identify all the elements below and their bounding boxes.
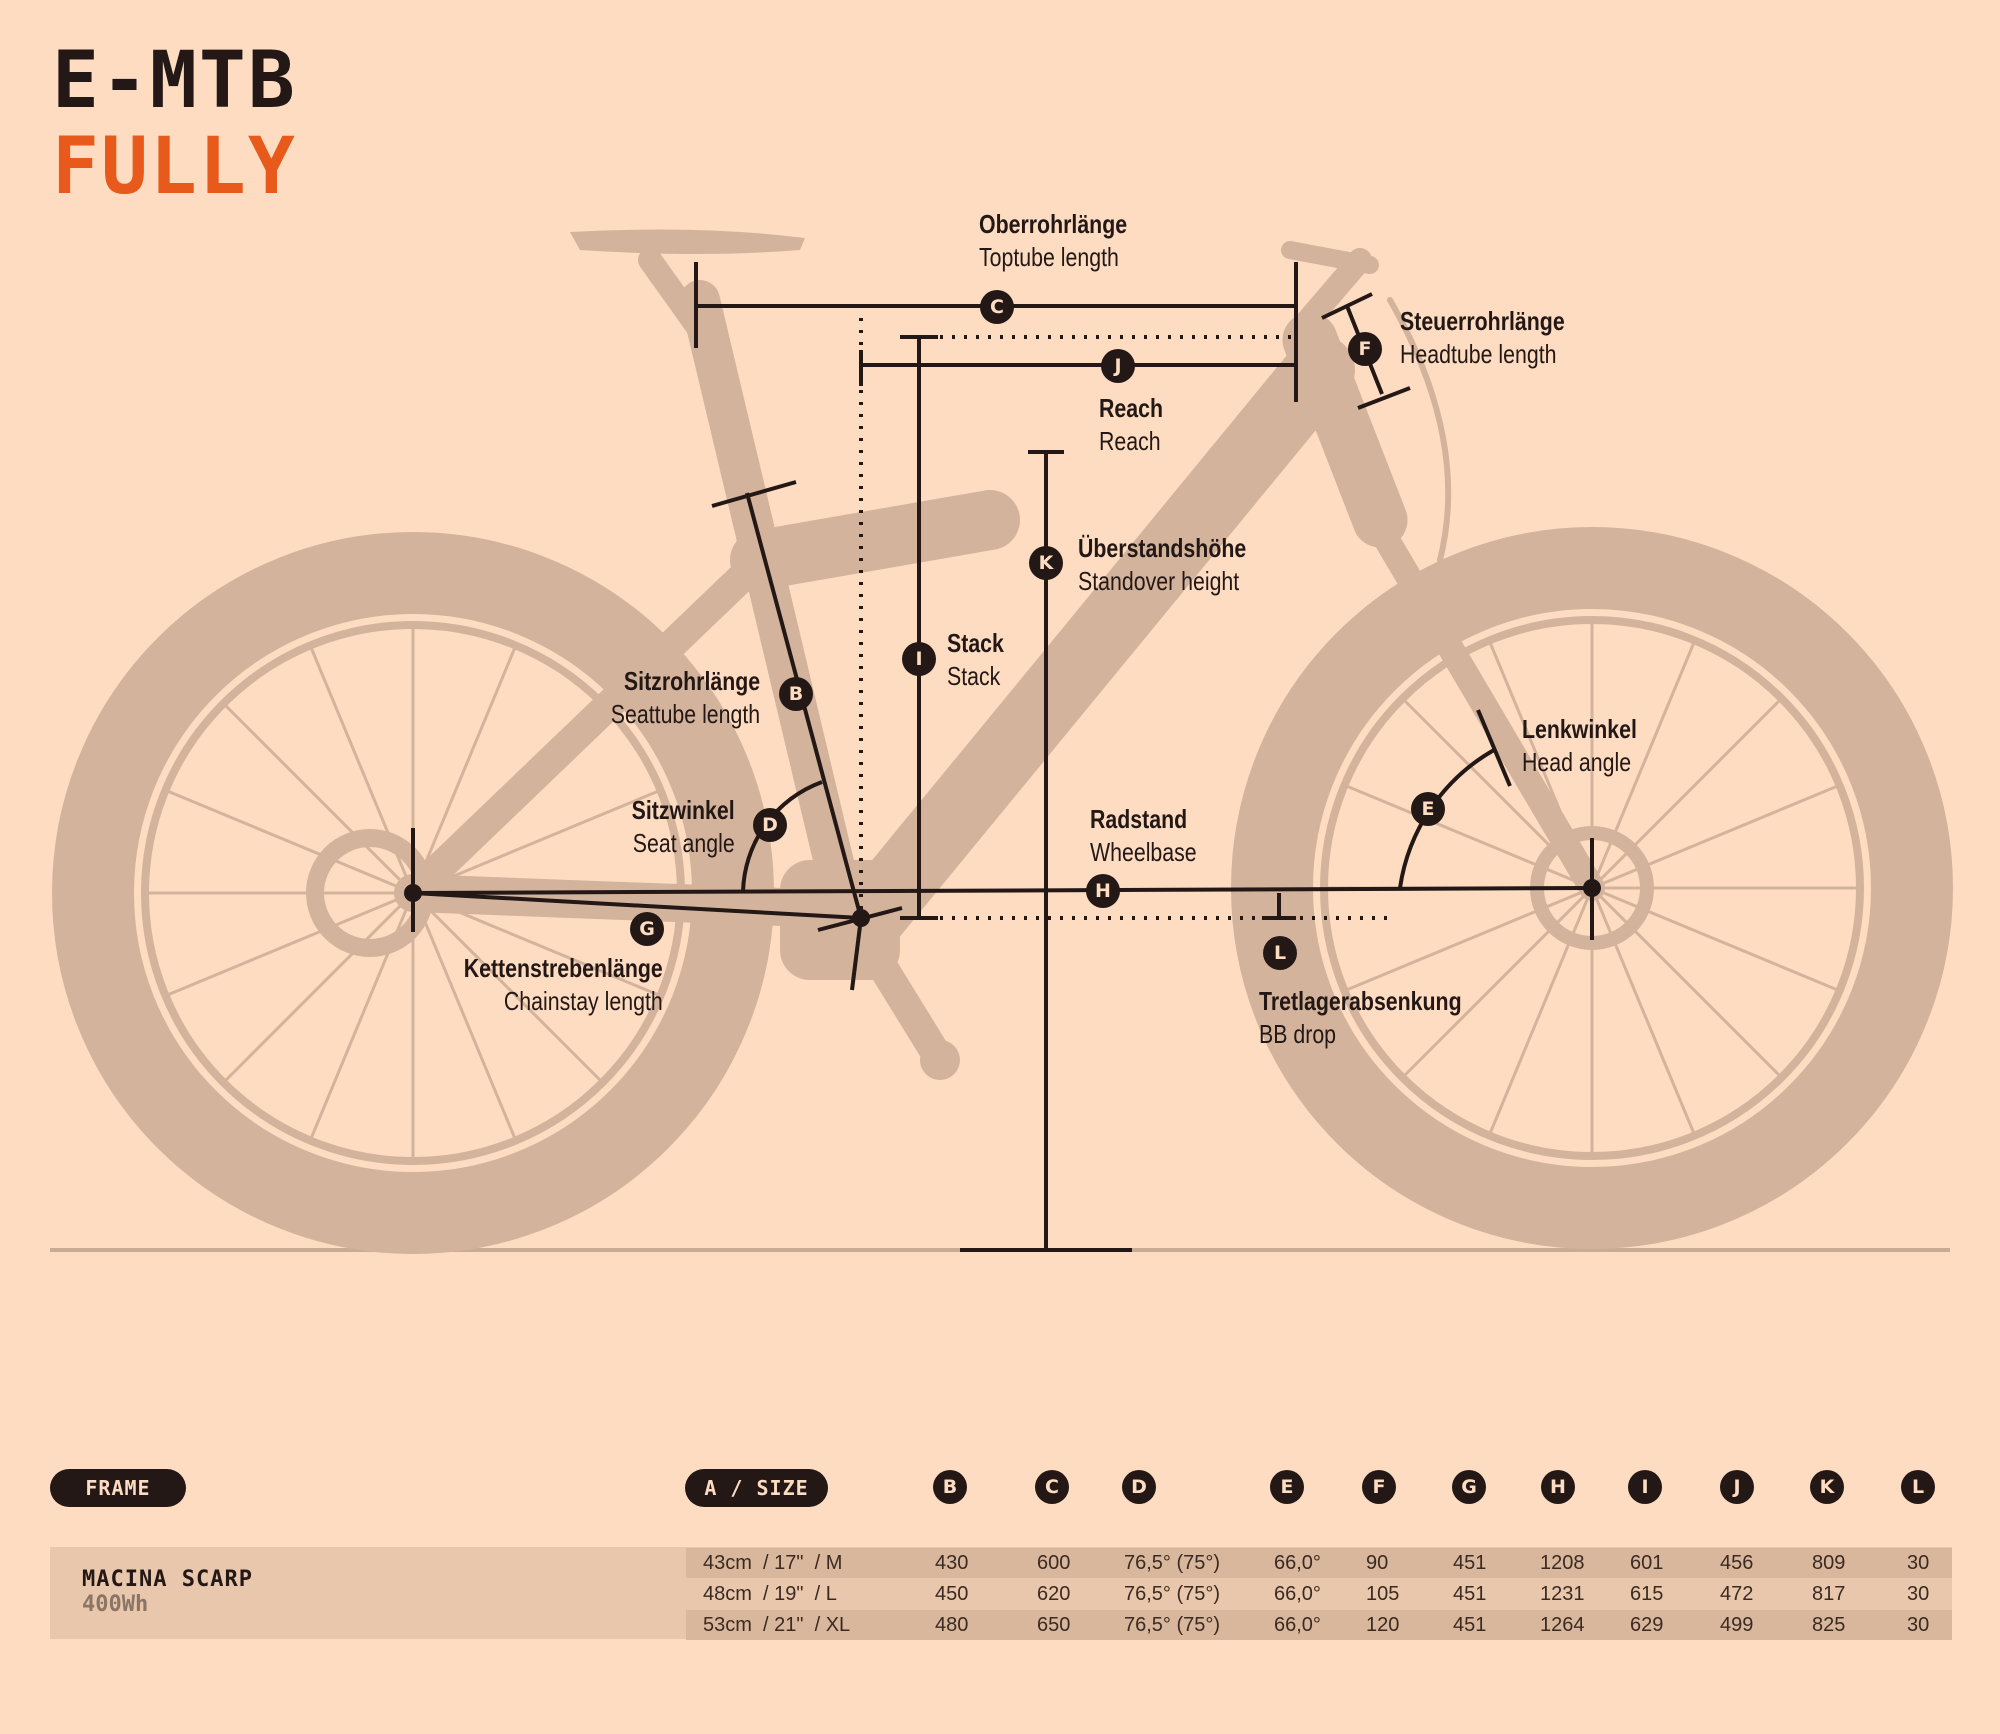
value-cell-c: 620 — [1037, 1583, 1071, 1605]
value-cell-l: 30 — [1907, 1614, 1930, 1636]
value-cell-h: 1231 — [1540, 1583, 1585, 1605]
title-line-1: E-MTB — [52, 36, 297, 126]
value-cell-k: 825 — [1812, 1614, 1846, 1636]
model-name: MACINA SCARP — [82, 1567, 253, 1592]
value-cell-e: 66,0° — [1274, 1583, 1321, 1605]
column-badge-j: J — [1720, 1470, 1754, 1504]
label-en: Toptube length — [979, 242, 1119, 272]
badge-i: I — [902, 642, 936, 676]
label-reach — [1099, 392, 1163, 458]
badge-j: J — [1101, 349, 1135, 383]
label-de: Lenkwinkel — [1522, 714, 1637, 744]
column-badge-h: H — [1541, 1470, 1575, 1504]
value-cell-l: 30 — [1907, 1552, 1930, 1574]
value-cell-d: 76,5° (75°) — [1124, 1583, 1221, 1605]
value-cell-g: 451 — [1453, 1552, 1487, 1574]
column-badge-f: F — [1362, 1470, 1396, 1504]
label-de: Tretlagerabsenkung — [1259, 986, 1462, 1016]
label-de: Radstand — [1090, 804, 1188, 834]
value-cell-d: 76,5° (75°) — [1124, 1614, 1221, 1636]
label-de: Sitzwinkel — [631, 795, 735, 825]
value-cell-g: 451 — [1453, 1583, 1487, 1605]
value-cell-f: 105 — [1366, 1583, 1400, 1605]
label-seat-angle — [632, 794, 735, 860]
model-battery: 400Wh — [82, 1592, 149, 1617]
label-en: Reach — [1099, 426, 1161, 456]
label-headtube — [1400, 305, 1565, 371]
label-de: Sitzrohrlänge — [623, 666, 760, 696]
column-badge-b: B — [933, 1470, 967, 1504]
size-cell: 48cm / 19" / L — [703, 1583, 837, 1605]
column-badge-c: C — [1035, 1470, 1069, 1504]
value-cell-i: 601 — [1630, 1552, 1664, 1574]
badge-d: D — [753, 808, 787, 842]
size-pill: A / SIZE — [685, 1469, 828, 1507]
title-line-2: FULLY — [52, 122, 297, 212]
column-badge-e: E — [1270, 1470, 1304, 1504]
value-cell-h: 1264 — [1540, 1614, 1585, 1636]
size-cell: 53cm / 21" / XL — [703, 1614, 851, 1636]
badge-b: B — [779, 677, 813, 711]
column-badge-l: L — [1901, 1470, 1935, 1504]
label-standover — [1078, 532, 1246, 598]
value-cell-l: 30 — [1907, 1583, 1930, 1605]
value-cell-j: 456 — [1720, 1552, 1754, 1574]
badge-c: C — [980, 290, 1014, 324]
label-en: Headtube length — [1400, 339, 1557, 369]
bike-silhouette — [93, 250, 1912, 1213]
value-cell-b: 430 — [935, 1552, 969, 1574]
label-en: Stack — [947, 661, 1001, 691]
column-badge-k: K — [1810, 1470, 1844, 1504]
label-wheelbase — [1090, 803, 1197, 869]
value-cell-k: 817 — [1812, 1583, 1846, 1605]
value-cell-c: 650 — [1037, 1614, 1071, 1636]
column-badge-g: G — [1452, 1470, 1486, 1504]
value-cell-i: 615 — [1630, 1583, 1664, 1605]
value-cell-b: 480 — [935, 1614, 969, 1636]
column-badge-d: D — [1122, 1470, 1156, 1504]
badge-f: F — [1348, 332, 1382, 366]
value-cell-f: 120 — [1366, 1614, 1400, 1636]
value-cell-f: 90 — [1366, 1552, 1389, 1574]
label-bb-drop — [1259, 985, 1462, 1051]
label-seattube — [611, 665, 760, 731]
value-cell-d: 76,5° (75°) — [1124, 1552, 1221, 1574]
badge-g: G — [630, 912, 664, 946]
label-de: Oberrohrlänge — [979, 209, 1128, 239]
value-cell-b: 450 — [935, 1583, 969, 1605]
label-head-angle — [1522, 713, 1637, 779]
column-badge-i: I — [1628, 1470, 1662, 1504]
value-cell-i: 629 — [1630, 1614, 1664, 1636]
label-en: Chainstay length — [504, 986, 663, 1016]
label-de: Kettenstrebenlänge — [463, 953, 663, 983]
label-en: Seat angle — [633, 828, 735, 858]
frame-pill: FRAME — [50, 1469, 186, 1507]
badge-h: H — [1086, 874, 1120, 908]
label-en: Wheelbase — [1090, 837, 1197, 867]
size-cell: 43cm / 17" / M — [703, 1552, 843, 1574]
label-toptube — [979, 208, 1127, 274]
label-en: Standover height — [1078, 566, 1240, 596]
value-cell-c: 600 — [1037, 1552, 1071, 1574]
value-cell-j: 472 — [1720, 1583, 1754, 1605]
label-en: Head angle — [1522, 747, 1632, 777]
value-cell-g: 451 — [1453, 1614, 1487, 1636]
label-chainstay — [464, 952, 663, 1018]
label-de: Überstandshöhe — [1078, 533, 1247, 563]
label-stack — [947, 627, 1004, 693]
badge-e: E — [1411, 792, 1445, 826]
label-de: Reach — [1099, 393, 1163, 423]
label-en: Seattube length — [610, 699, 760, 729]
value-cell-e: 66,0° — [1274, 1614, 1321, 1636]
value-cell-j: 499 — [1720, 1614, 1754, 1636]
label-en: BB drop — [1259, 1019, 1337, 1049]
value-cell-e: 66,0° — [1274, 1552, 1321, 1574]
value-cell-k: 809 — [1812, 1552, 1846, 1574]
badge-k: K — [1029, 546, 1063, 580]
label-de: Stack — [947, 628, 1004, 658]
label-de: Steuerrohrlänge — [1400, 306, 1565, 336]
value-cell-h: 1208 — [1540, 1552, 1585, 1574]
badge-l: L — [1263, 936, 1297, 970]
